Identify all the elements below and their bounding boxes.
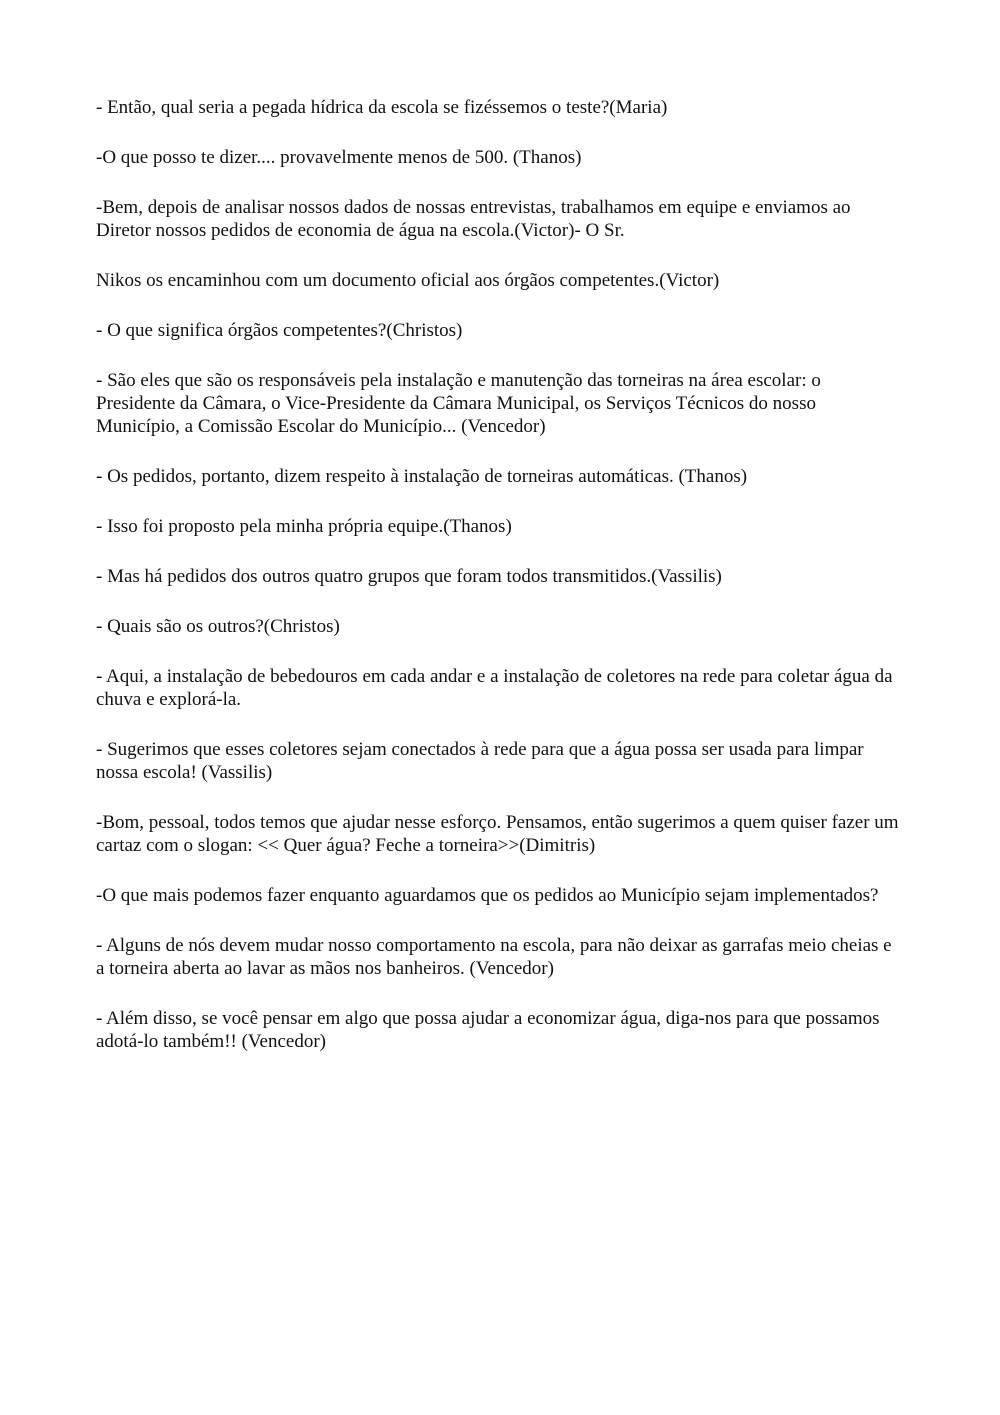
dialogue-paragraph: - Isso foi proposto pela minha própria equipe.(Thanos) [96, 516, 512, 537]
dialogue-paragraph: - Sugerimos que esses coletores sejam conectados à rede para que a água possa ser usada para limpar nossa escola! (Vassilis) [96, 739, 864, 783]
dialogue-paragraph: - Quais são os outros?(Christos) [96, 616, 340, 637]
dialogue-paragraph: - Além disso, se você pensar em algo que possa ajudar a economizar água, diga-nos para que possamos adotá-lo também!! (Vencedor) [96, 1008, 880, 1052]
dialogue-paragraph: - O que significa órgãos competentes?(Christos) [96, 320, 463, 341]
dialogue-paragraph: - Aqui, a instalação de bebedouros em cada andar e a instalação de coletores na rede para coletar água da chuva e explorá-la. [96, 666, 893, 710]
dialogue-paragraph: -O que mais podemos fazer enquanto aguardamos que os pedidos ao Município sejam implementados? [96, 885, 879, 906]
dialogue-paragraph: -Bem, depois de analisar nossos dados de nossas entrevistas, trabalhamos em equipe e enviamos ao Diretor nossos pedidos de economia de água na escola.(Victor)- O Sr. [96, 197, 851, 241]
dialogue-paragraph: - São eles que são os responsáveis pela instalação e manutenção das torneiras na área escolar: o Presidente da Câmara, o Vice-Presidente da Câmara Municipal, os Serviços Técnicos do nosso Município, a Comissão Escolar do Município... (Vencedor) [96, 370, 821, 437]
dialogue-paragraph: -Bom, pessoal, todos temos que ajudar nesse esforço. Pensamos, então sugerimos a quem quiser fazer um cartaz com o slogan: << Quer água? Feche a torneira>>(Dimitris) [96, 812, 899, 856]
dialogue-paragraph: - Mas há pedidos dos outros quatro grupos que foram todos transmitidos.(Vassilis) [96, 566, 722, 587]
document-body [96, 96, 904, 1080]
dialogue-paragraph: - Alguns de nós devem mudar nosso comportamento na escola, para não deixar as garrafas meio cheias e a torneira aberta ao lavar as mãos nos banheiros. (Vencedor) [96, 935, 892, 979]
dialogue-paragraph: Nikos os encaminhou com um documento oficial aos órgãos competentes.(Victor) [96, 270, 720, 291]
dialogue-paragraph: -O que posso te dizer.... provavelmente menos de 500. (Thanos) [96, 147, 582, 168]
dialogue-paragraph: - Os pedidos, portanto, dizem respeito à instalação de torneiras automáticas. (Thanos) [96, 466, 748, 487]
dialogue-paragraph: - Então, qual seria a pegada hídrica da escola se fizéssemos o teste?(Maria) [96, 97, 668, 118]
